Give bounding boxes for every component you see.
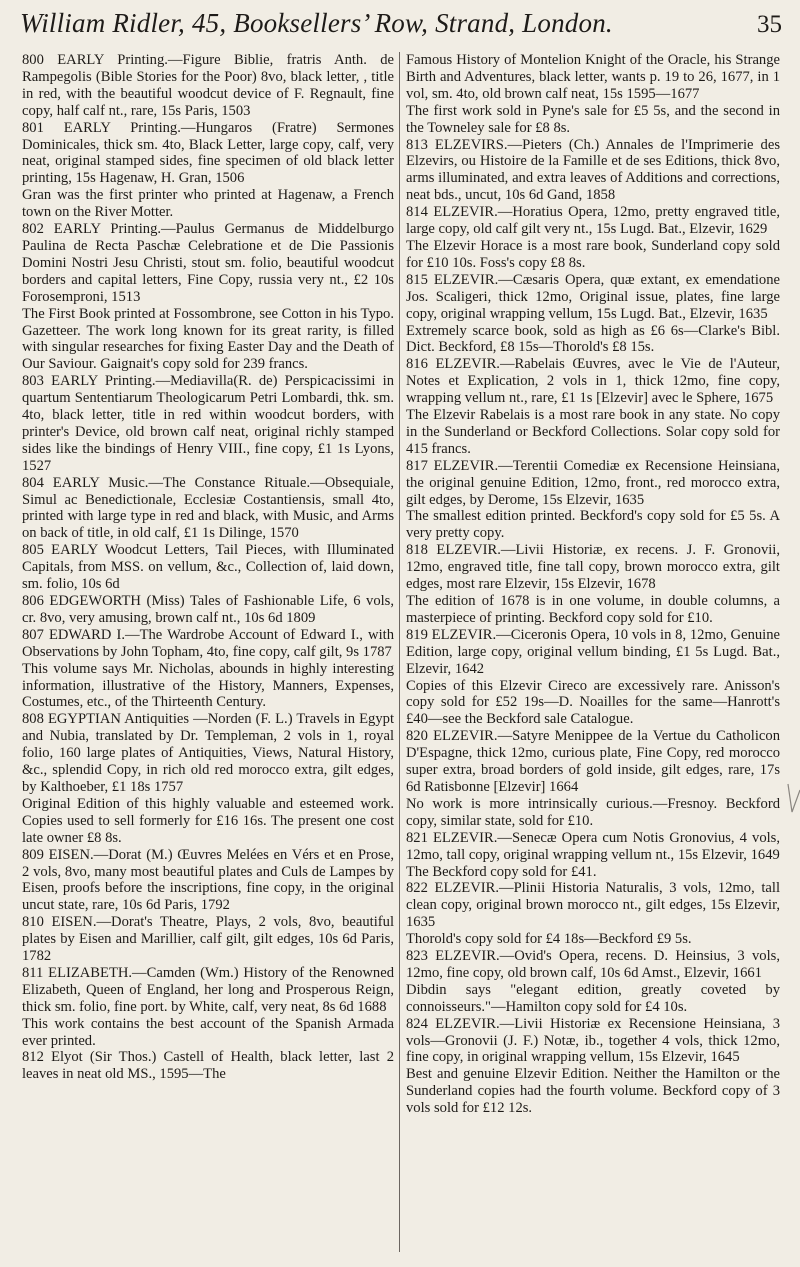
bookseller-title: William Ridler, 45, Booksellers’ Row, Strand, London. [20, 8, 613, 38]
entry-note: Gran was the first printer who printed at Hagenaw, a French town on the River Motter. [22, 187, 394, 221]
catalogue-entry: 802 EARLY Printing.—Paulus Germanus de Middelburgo Paulina de Recta Paschæ Celebratione et de Die Passionis Domini Nostri Jesu Christi, stout sm. folio, beautiful woodcut borders and capital letters, Fine Copy, russia very nt., £2 10s Forosemproni, 1513 [22, 221, 394, 305]
entry-note: The First Book printed at Fossombrone, see Cotton in his Typo. Gazetteer. The work long known for its great rarity, is filled with singular researches for fixing Easter Day and the Death of Our Saviour. Gaignait's copy sold for 239 francs. [22, 305, 394, 373]
catalogue-entry: 814 ELZEVIR.—Horatius Opera, 12mo, pretty engraved title, large copy, old calf gilt very nt., 15s Lugd. Bat., Elzevir, 1629 [406, 204, 780, 238]
catalogue-entry: 801 EARLY Printing.—Hungaros (Fratre) Sermones Dominicales, thick sm. 4to, Black Letter, large copy, calf, very neat, original stamped sides, fine specimen of old black letter printing, 15s Hagenaw, H. Gran, 1506 [22, 119, 394, 187]
catalogue-entry: 805 EARLY Woodcut Letters, Tail Pieces, with Illuminated Capitals, from MSS. on vellum, &c., Collection of, laid down, sm. folio, 10s 6d [22, 542, 394, 593]
entry-note: The edition of 1678 is in one volume, in double columns, a masterpiece of printing. Beckford copy sold for £10. [406, 593, 780, 626]
entry-note: Thorold's copy sold for £4 18s—Beckford £9 5s. [406, 931, 692, 948]
catalogue-entry: 819 ELZEVIR.—Ciceronis Opera, 10 vols in 8, 12mo, Genuine Edition, large copy, original vellum binding, £1 5s Lugd. Bat., Elzevir, 1642 [406, 626, 780, 677]
catalogue-entry: 808 EGYPTIAN Antiquities —Norden (F. L.) Travels in Egypt and Nubia, translated by Dr. Templeman, 2 vols in 1, royal folio, 160 large plates of Antiquities, Views, Natural History, &c., splendid Copy, in rich old red morocco extra, gilt edges, by Kalthoeber, £1 18s 1757 [22, 711, 394, 795]
entry-note: The smallest edition printed. Beckford's copy sold for £5 5s. A very pretty copy. [406, 508, 780, 542]
entry-note: Original Edition of this highly valuable and esteemed work. Copies used to sell formerly for £16 16s. The present one cost late owner £8 8s. [22, 795, 394, 846]
entry-note: The Elzevir Rabelais is a most rare book in any state. No copy in the Sunderland or Beckford Collections. Solar copy sold for 415 francs. [406, 407, 780, 457]
catalogue-entry: Famous History of Montelion Knight of the Oracle, his Strange Birth and Adventures, black letter, wants p. 19 to 26, 1677, in 1 vol, sm. 4to, old brown calf neat, 15s 1595—1677 [406, 52, 780, 102]
entry-note: Extremely scarce book, sold as high as £6 6s—Clarke's Bibl. Dict. Beckford, £8 15s—Thorold's £8 15s. [406, 322, 780, 356]
catalogue-entry: 820 ELZEVIR.—Satyre Menippee de la Vertue du Catholicon D'Espagne, thick 12mo, curious plate, Fine Copy, red morocco super extra, broad borders of gold inside, gilt edges, rare, 17s 6d Ratisbonne [Elzevir] 1664 [406, 728, 780, 795]
right-column [406, 52, 780, 1257]
catalogue-entry: 822 ELZEVIR.—Plinii Historia Naturalis, 3 vols, 12mo, tall clean copy, original brown morocco nt., gilt edges, 15s Elzevir, 1635 [406, 880, 780, 931]
entry-note: Dibdin says "elegant edition, greatly coveted by connoisseurs."—Hamilton copy sold for £4 10s. [406, 981, 780, 1015]
catalogue-entry: 816 ELZEVIR.—Rabelais Œuvres, avec le Vie de l'Auteur, Notes et Explication, 2 vols in 1, thick 12mo, fine copy, wrapping vellum nt., rare, £1 1s [Elzevir] avec le Sphere, 1675 [406, 356, 780, 407]
catalogue-entry: 815 ELZEVIR.—Cæsaris Opera, quæ extant, ex emendatione Jos. Scaligeri, thick 12mo, Original issue, plates, fine large copy, original wrapping vellum, 15s Lugd. Bat., Elzevir, 1635 [406, 271, 780, 322]
entry-note: Best and genuine Elzevir Edition. Neither the Hamilton or the Sunderland copies had the fourth volume. Beckford copy of 3 vols sold for £12 12s. [406, 1066, 780, 1117]
entry-note: The first work sold in Pyne's sale for £5 5s, and the second in the Towneley sale for £8 8s. [406, 102, 780, 136]
catalogue-entry: 807 EDWARD I.—The Wardrobe Account of Edward I., with Observations by John Topham, 4to, fine copy, calf gilt, 9s 1787 [22, 626, 394, 660]
catalogue-entry: 813 ELZEVIRS.—Pieters (Ch.) Annales de l'Imprimerie des Elzevirs, ou Histoire de la Famille et de ses Editions, thick 8vo, arms illuminated, and extra leaves of Additions and corrections, neat bds., uncut, 10s 6d Gand, 1858 [406, 136, 780, 204]
catalogue-entry: 821 ELZEVIR.—Senecæ Opera cum Notis Gronovius, 4 vols, 12mo, tall copy, original wrapping vellum nt., 15s Elzevir, 1649 [406, 829, 780, 863]
catalogue-entry: 803 EARLY Printing.—Mediavilla(R. de) Perspicacissimi in quartum Sententiarum Theologicarum Petri Lombardi, thk. sm. 4to, black letter, title in red within woodcut borders, with printer's Device, old brown calf neat, original richly stamped sides like the bindings of Henry VIII., fine copy, £1 1s Lyons, 1527 [22, 373, 394, 474]
catalogue-entry: 823 ELZEVIR.—Ovid's Opera, recens. D. Heinsius, 3 vols, 12mo, fine copy, old brown calf, 10s 6d Amst., Elzevir, 1661 [406, 948, 780, 981]
catalogue-entry: 811 ELIZABETH.—Camden (Wm.) History of the Renowned Elizabeth, Queen of England, her long and Prosperous Reign, thick sm. folio, fine port. by White, calf, very neat, 8s 6d 1688 [22, 964, 394, 1015]
page-header [20, 8, 782, 48]
entry-note: The Beckford copy sold for £41. [406, 863, 597, 880]
catalogue-entry: 809 EISEN.—Dorat (M.) Œuvres Melées en Vérs et en Prose, 2 vols, 8vo, many most beautiful plates and Culs de Lampes by Eisen, proofs before the inscriptions, fine copy, in the original uncut state, rare, 10s 6d Paris, 1792 [22, 846, 394, 914]
entry-note: This volume says Mr. Nicholas, abounds in highly interesting information, illustrative of the History, Manners, Expenses, Costumes, etc., of the Thirteenth Century. [22, 660, 394, 711]
entry-note: This work contains the best account of the Spanish Armada ever printed. [22, 1015, 394, 1049]
entry-note: The Elzevir Horace is a most rare book, Sunderland copy sold for £10 10s. Foss's copy £8 8s. [406, 237, 780, 271]
left-column [22, 52, 394, 1257]
page-number: 35 [757, 11, 782, 38]
catalogue-entry: 817 ELZEVIR.—Terentii Comediæ ex Recensione Heinsiana, the original genuine Edition, 12mo, front., red morocco extra, gilt edges, by Derome, 15s Elzevir, 1635 [406, 457, 780, 508]
catalogue-entry: 810 EISEN.—Dorat's Theatre, Plays, 2 vols, 8vo, beautiful plates by Eisen and Marillier, calf gilt, gilt edges, 10s 6d Paris, 1782 [22, 914, 394, 965]
column-divider [399, 52, 400, 1252]
pencil-tick-mark [786, 780, 800, 820]
entry-note: Copies of this Elzevir Cireco are excessively rare. Anisson's copy sold for £52 19s—D. Noailles for the same—Hanrott's £40—see the Beckford sale Catalogue. [406, 677, 780, 728]
entry-note: No work is more intrinsically curious.—Fresnoy. Beckford copy, similar state, sold for £10. [406, 795, 780, 829]
catalogue-entry: 800 EARLY Printing.—Figure Biblie, fratris Anth. de Rampegolis (Bible Stories for the Poor) 8vo, black letter, , title in red, with the beautiful woodcut device of F. Regnault, fine copy, half calf nt., rare, 15s Paris, 1503 [22, 52, 394, 119]
catalogue-entry: 806 EDGEWORTH (Miss) Tales of Fashionable Life, 6 vols, cr. 8vo, very amusing, brown calf nt., 10s 6d 1809 [22, 593, 394, 626]
catalogue-entry: 812 Elyot (Sir Thos.) Castell of Health, black letter, last 2 leaves in neat old MS., 1595—The [22, 1049, 394, 1083]
catalogue-entry: 818 ELZEVIR.—Livii Historiæ, ex recens. J. F. Gronovii, 12mo, engraved title, fine tall copy, brown morocco extra, gilt edges, most rare Elzevir, 15s Elzevir, 1678 [406, 542, 780, 593]
catalogue-entry: 824 ELZEVIR.—Livii Historiæ ex Recensione Heinsiana, 3 vols—Gronovii (J. F.) Notæ, ib., together 4 vols, thick 12mo, fine copy, in original wrapping vellum, 15s Elzevir, 1645 [406, 1015, 780, 1066]
catalogue-entry: 804 EARLY Music.—The Constance Rituale.—Obsequiale, Simul ac Benedictionale, Ecclesiæ Costantiensis, small 4to, printed with large type in red and black, with Music, and Arms on back of title, in old calf, £1 1s Dilinge, 1570 [22, 474, 394, 542]
